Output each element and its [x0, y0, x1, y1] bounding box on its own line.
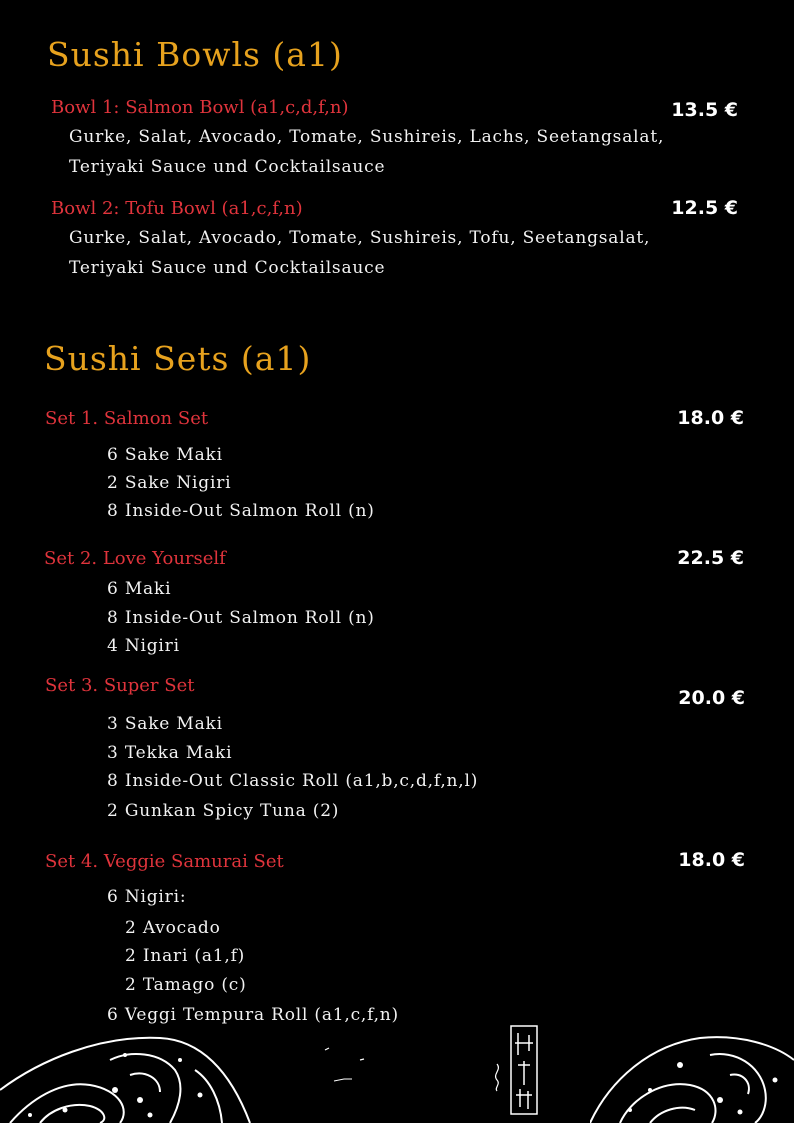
- bird-marks: [320, 1045, 380, 1085]
- item-name-bowl-1: Bowl 1: Salmon Bowl (a1,c,d,f,n): [51, 97, 349, 118]
- price-set-1: 18.0 €: [677, 407, 744, 429]
- item-name-set-2: Set 2. Love Yourself: [44, 548, 226, 569]
- description-line: Teriyaki Sauce und Cocktailsauce: [69, 258, 386, 278]
- description-line: Gurke, Salat, Avocado, Tomate, Sushireis, Tofu, Seetangsalat,: [69, 228, 651, 248]
- description-line: 8 Inside-Out Salmon Roll (n): [107, 608, 375, 628]
- description-line: Gurke, Salat, Avocado, Tomate, Sushireis, Lachs, Seetangsalat,: [69, 127, 665, 147]
- description-line: Teriyaki Sauce und Cocktailsauce: [69, 157, 386, 177]
- item-name-bowl-2: Bowl 2: Tofu Bowl (a1,c,f,n): [51, 198, 303, 219]
- item-name-set-3: Set 3. Super Set: [45, 675, 195, 696]
- description-line: 2 Gunkan Spicy Tuna (2): [107, 801, 340, 821]
- price-set-2: 22.5 €: [677, 547, 744, 569]
- description-line: 6 Veggi Tempura Roll (a1,c,f,n): [107, 1005, 399, 1025]
- description-line: 8 Inside-Out Salmon Roll (n): [107, 501, 375, 521]
- description-line: 2 Avocado: [125, 918, 221, 938]
- description-line: 2 Tamago (c): [125, 975, 247, 995]
- price-bowl-2: 12.5 €: [671, 197, 738, 219]
- price-set-3: 20.0 €: [678, 687, 745, 709]
- description-line: 2 Sake Nigiri: [107, 473, 232, 493]
- description-line: 2 Inari (a1,f): [125, 946, 246, 966]
- item-name-set-4: Set 4. Veggie Samurai Set: [45, 851, 284, 872]
- seal-stamp: [510, 1025, 538, 1115]
- description-line: 6 Maki: [107, 579, 172, 599]
- description-line: 3 Sake Maki: [107, 714, 223, 734]
- item-name-set-1: Set 1. Salmon Set: [45, 408, 209, 429]
- wave-illustration-right: [590, 1030, 794, 1123]
- price-bowl-1: 13.5 €: [671, 99, 738, 121]
- signature-mark: [490, 1062, 504, 1092]
- description-line: 3 Tekka Maki: [107, 743, 233, 763]
- description-line: 6 Nigiri:: [107, 887, 187, 907]
- description-line: 8 Inside-Out Classic Roll (a1,b,c,d,f,n,l): [107, 771, 479, 791]
- section-title-sushi-bowls: Sushi Bowls (a1): [47, 35, 343, 74]
- section-title-sushi-sets: Sushi Sets (a1): [44, 339, 312, 378]
- description-line: 4 Nigiri: [107, 636, 180, 656]
- wave-illustration-left: [0, 1030, 260, 1123]
- price-set-4: 18.0 €: [678, 849, 745, 871]
- description-line: 6 Sake Maki: [107, 445, 223, 465]
